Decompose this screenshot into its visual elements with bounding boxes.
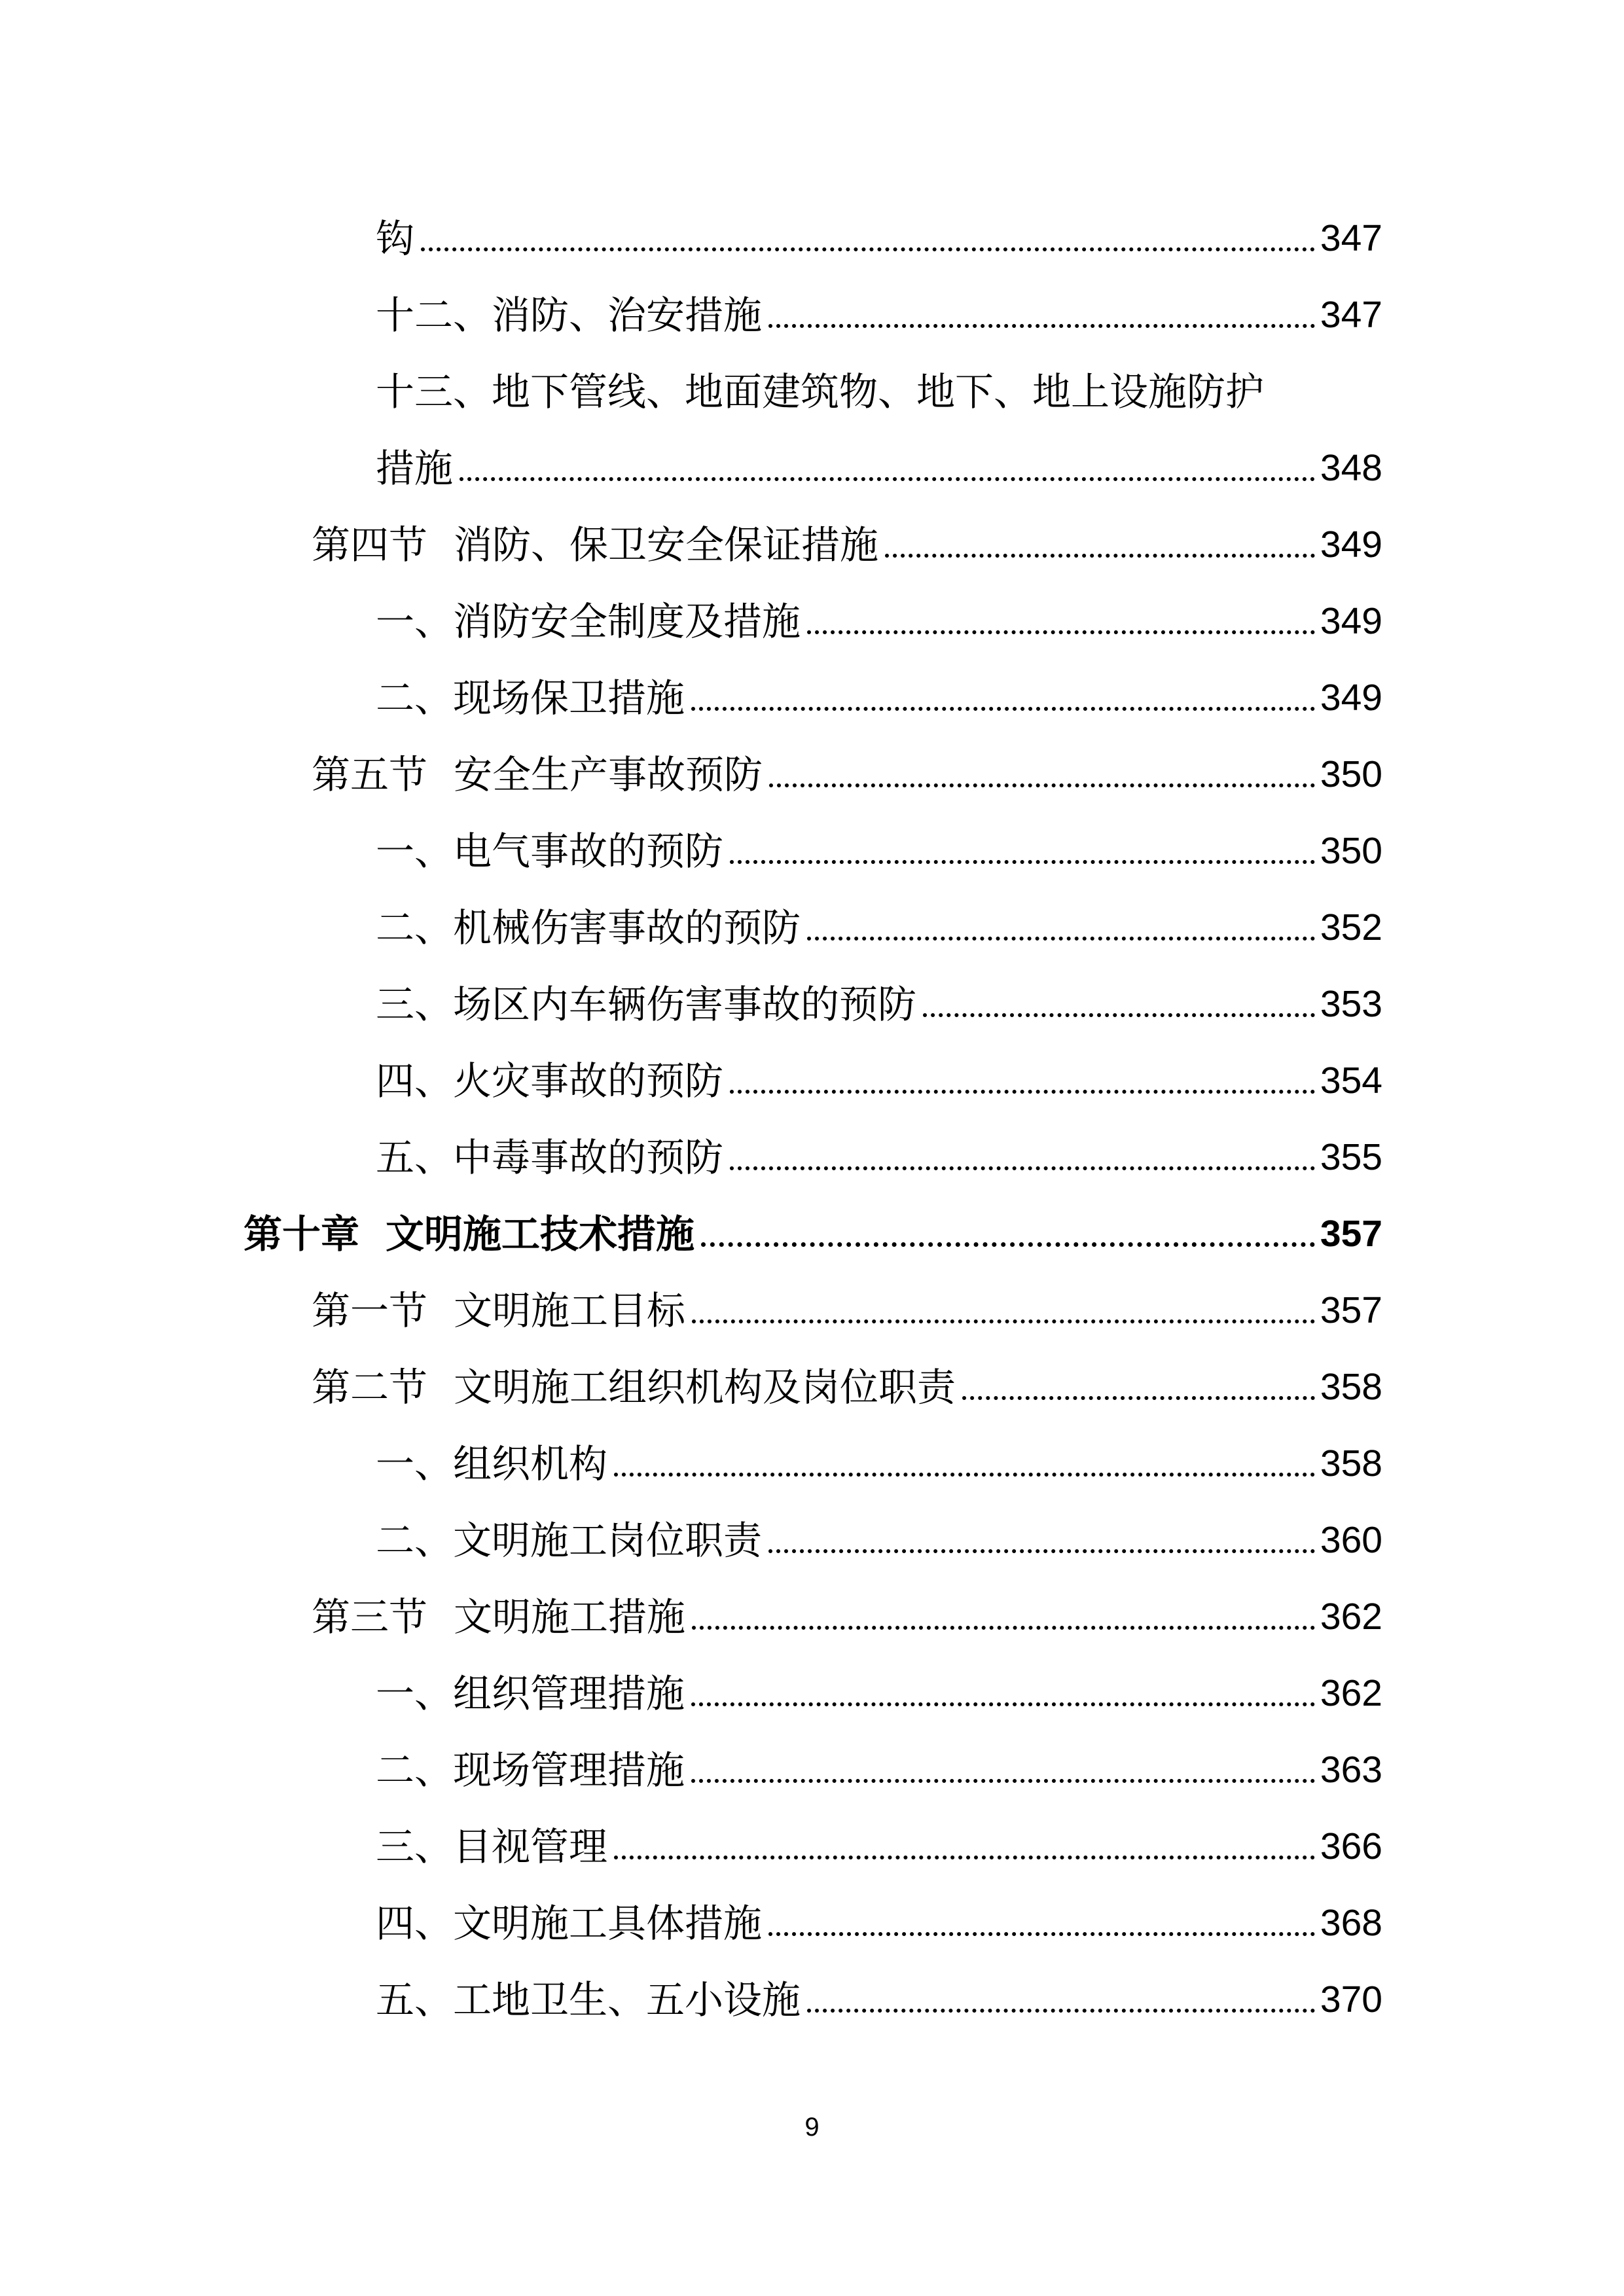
toc-section-label: 第四节 (312, 522, 428, 567)
dot-leader (421, 247, 1315, 251)
toc-entry-page: 366 (1320, 1825, 1382, 1867)
toc-entry-title: 十三、地下管线、地面建筑物、地下、地上设施防护 (376, 369, 1265, 414)
toc-entry-page: 350 (1320, 753, 1382, 795)
dot-leader (691, 1779, 1315, 1783)
toc-entry-page: 353 (1320, 983, 1382, 1025)
toc-section-entry[interactable] (0, 1272, 1382, 1349)
toc-entry[interactable] (0, 200, 1382, 277)
toc-entry[interactable] (0, 889, 1382, 966)
toc-entry-title: 文明施工目标 (454, 1288, 686, 1333)
toc-entry-page: 350 (1320, 830, 1382, 872)
dot-leader (730, 1090, 1315, 1094)
toc-entry-page: 354 (1320, 1060, 1382, 1102)
dot-leader (885, 554, 1315, 558)
toc-entry[interactable] (0, 1426, 1382, 1502)
dot-leader (460, 477, 1315, 481)
toc-entry[interactable] (0, 353, 1382, 430)
dot-leader (768, 324, 1315, 328)
dot-leader (807, 630, 1315, 634)
page-number: 9 (804, 2113, 820, 2142)
toc-entry-page: 357 (1320, 1289, 1382, 1331)
toc-entry-title: 二、机械伤害事故的预防 (376, 905, 801, 950)
toc-entry-title: 措施 (376, 446, 454, 491)
dot-leader (768, 1932, 1315, 1936)
toc-entry-title: 消防、保卫安全保证措施 (454, 522, 879, 567)
toc-entry[interactable] (0, 1119, 1382, 1196)
toc-section-label: 第二节 (312, 1365, 428, 1410)
toc-entry-page: 363 (1320, 1749, 1382, 1791)
toc-entry-title: 四、文明施工具体措施 (376, 1901, 763, 1946)
toc-entry-page: 362 (1320, 1596, 1382, 1638)
dot-leader (701, 1242, 1315, 1247)
dot-leader (769, 783, 1315, 787)
toc-entry[interactable] (0, 277, 1382, 353)
toc-entry[interactable] (0, 966, 1382, 1043)
toc-chapter-entry[interactable] (0, 1196, 1382, 1272)
toc-entry-title: 五、中毒事故的预防 (376, 1135, 724, 1180)
dot-leader (768, 1549, 1315, 1553)
toc-entry-title: 安全生产事故预防 (454, 752, 763, 797)
toc-entry-page: 352 (1320, 906, 1382, 948)
toc-entry-title: 二、现场管理措施 (376, 1748, 685, 1793)
toc-entry-page: 355 (1320, 1136, 1382, 1178)
toc-entry-title: 一、电气事故的预防 (376, 829, 724, 874)
toc-entry[interactable] (0, 583, 1382, 660)
toc-entry-page: 357 (1320, 1213, 1382, 1255)
toc-entry-title: 文明施工技术措施 (386, 1211, 695, 1257)
dot-leader (962, 1396, 1315, 1400)
toc-section-label: 第一节 (312, 1288, 428, 1333)
dot-leader (923, 1013, 1315, 1017)
toc-entry-page: 368 (1320, 1902, 1382, 1944)
toc-entry-title: 一、消防安全制度及措施 (376, 599, 801, 644)
toc-entry[interactable] (0, 1808, 1382, 1885)
dot-leader (692, 1626, 1315, 1630)
toc-entry-title: 三、目视管理 (376, 1824, 608, 1869)
toc-chapter-label: 第十章 (244, 1211, 360, 1257)
toc-entry-page: 348 (1320, 447, 1382, 489)
toc-entry-title: 三、场区内车辆伤害事故的预防 (376, 982, 917, 1027)
dot-leader (691, 1702, 1315, 1706)
dot-leader (730, 860, 1315, 864)
toc-entry-page: 362 (1320, 1672, 1382, 1714)
toc-entry-continuation[interactable] (0, 430, 1382, 507)
toc-entry[interactable] (0, 1732, 1382, 1808)
toc-entry-title: 十二、消防、治安措施 (376, 293, 763, 338)
toc-section-entry[interactable] (0, 507, 1382, 583)
dot-leader (691, 707, 1315, 711)
toc-entry-page: 358 (1320, 1443, 1382, 1484)
dot-leader (807, 2009, 1315, 2013)
toc-entry-page: 349 (1320, 524, 1382, 565)
toc-entry[interactable] (0, 813, 1382, 889)
toc-entry[interactable] (0, 1502, 1382, 1579)
toc-entry-page: 358 (1320, 1366, 1382, 1408)
dot-leader (730, 1166, 1315, 1170)
toc-entry-page: 349 (1320, 600, 1382, 642)
toc-entry-page: 360 (1320, 1519, 1382, 1561)
dot-leader (614, 1856, 1315, 1859)
toc-entry-title: 一、组织管理措施 (376, 1671, 685, 1716)
toc-entry-title: 二、现场保卫措施 (376, 675, 685, 721)
toc-entry-title: 钩 (376, 216, 415, 261)
toc-section-label: 第三节 (312, 1594, 428, 1640)
dot-leader (692, 1319, 1315, 1323)
toc-entry[interactable] (0, 1655, 1382, 1732)
toc-entry-title: 四、火灾事故的预防 (376, 1058, 724, 1103)
toc-entry-page: 370 (1320, 1979, 1382, 2020)
toc-entry-title: 二、文明施工岗位职责 (376, 1518, 763, 1563)
toc-entry[interactable] (0, 1962, 1382, 2038)
toc-entry-page: 347 (1320, 217, 1382, 259)
toc-entry[interactable] (0, 1043, 1382, 1119)
toc-entry-page: 347 (1320, 294, 1382, 336)
toc-section-label: 第五节 (312, 752, 428, 797)
toc-entry-title: 文明施工措施 (454, 1594, 686, 1640)
toc-entry-page: 349 (1320, 677, 1382, 719)
toc-section-entry[interactable] (0, 1349, 1382, 1426)
toc-section-entry[interactable] (0, 736, 1382, 813)
dot-leader (807, 937, 1315, 941)
toc-entry-title: 五、工地卫生、五小设施 (376, 1977, 801, 2022)
table-of-contents (0, 200, 1624, 2038)
dot-leader (614, 1473, 1315, 1477)
toc-entry[interactable] (0, 660, 1382, 736)
toc-entry-title: 一、组织机构 (376, 1441, 608, 1486)
toc-section-entry[interactable] (0, 1579, 1382, 1655)
toc-entry-title: 文明施工组织机构及岗位职责 (454, 1365, 956, 1410)
toc-entry[interactable] (0, 1885, 1382, 1962)
